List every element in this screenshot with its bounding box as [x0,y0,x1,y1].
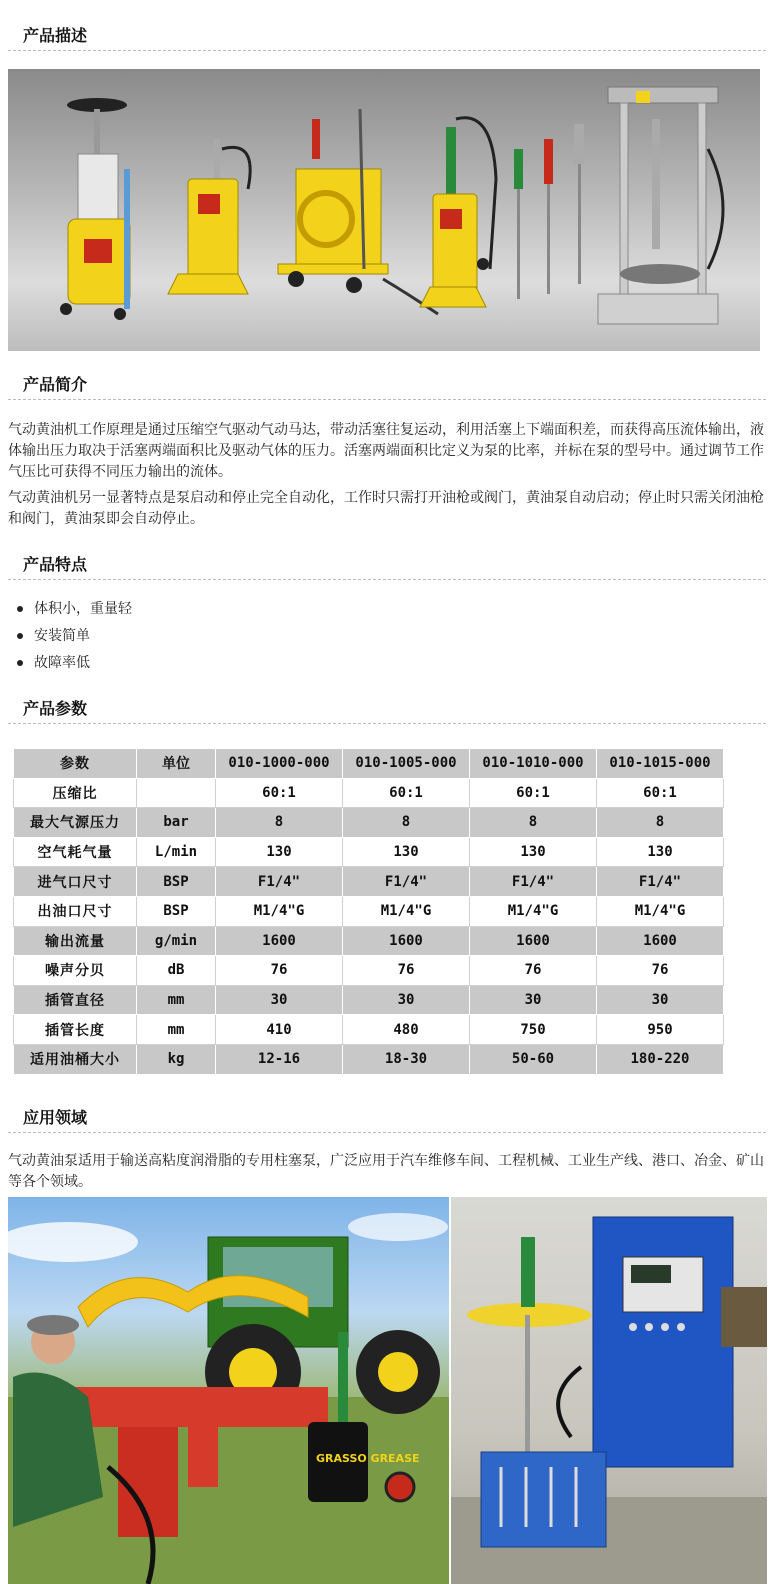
table-cell: BSP [137,896,216,926]
table-cell: 8 [597,808,724,838]
section-header-features [8,552,766,580]
table-header-cell: 单位 [137,749,216,779]
intro-paragraph-1: 气动黄油机工作原理是通过压缩空气驱动气动马达，带动活塞往复运动，利用活塞上下端面积差，而获得高压流体输出，液体输出压力取决于活塞两端面积比及驱动气体的压力。活塞两端面积比定义为泵的比率，并标在泵的型号中。通过调节工作气压比可获得不同压力输出的流体。 [8,422,764,480]
table-cell: 130 [343,837,470,867]
table-header-cell: 010-1005-000 [343,749,470,779]
drum-press-frame-product [598,87,723,324]
section-title: 产品参数 [23,699,88,718]
table-cell: 76 [597,956,724,986]
table-cell: L/min [137,837,216,867]
table-cell: 压缩比 [14,778,137,808]
portable-grease-pump-product [168,139,250,294]
table-header-cell: 010-1010-000 [470,749,597,779]
intro-paragraph-2: 气动黄油机另一显著特点是泵启动和停止完全自动化，工作时只需打开油枪或阀门，黄油泵自动启动；停止时只需关闭油枪和阀门，黄油泵即会自动停止。 [8,490,764,527]
section-title: 产品特点 [23,555,88,574]
table-cell: 1600 [597,926,724,956]
table-cell: 130 [470,837,597,867]
bucket-grease-pump-product [420,118,496,307]
table-cell: M1/4"G [343,896,470,926]
table-row [14,837,724,867]
table-cell: g/min [137,926,216,956]
table-header-cell: 010-1000-000 [216,749,343,779]
table-cell: F1/4" [597,867,724,897]
table-cell: 最大气源压力 [14,808,137,838]
table-row [14,1015,724,1045]
section-header-applications [8,1105,766,1133]
section-title: 产品简介 [23,375,88,394]
table-cell: 76 [470,956,597,986]
table-cell: 60:1 [597,778,724,808]
section-header-intro [8,372,766,400]
table-cell: 进气口尺寸 [14,867,137,897]
table-cell: F1/4" [343,867,470,897]
table-cell: 50-60 [470,1044,597,1074]
field-application-photo [8,1197,449,1584]
table-cell: 950 [597,1015,724,1045]
table-cell: 8 [216,808,343,838]
standalone-pumps-product [514,124,584,299]
table-cell: 60:1 [216,778,343,808]
table-row [14,956,724,986]
applications-paragraph: 气动黄油泵适用于输送高粘度润滑脂的专用柱塞泵，广泛应用于汽车维修车间、工程机械、工业生产线、港口、冶金、矿山等各个领域。 [8,1153,764,1190]
feature-item: 体积小，重量轻 [16,598,132,625]
table-cell: 480 [343,1015,470,1045]
table-cell: 1600 [470,926,597,956]
table-cell: 30 [343,985,470,1015]
table-cell: M1/4"G [597,896,724,926]
table-cell: M1/4"G [470,896,597,926]
grease-trolley-product [278,109,438,314]
table-cell: 410 [216,1015,343,1045]
feature-item: 安装简单 [16,625,132,652]
grasso-grease-label: GRASSO GREASE [316,1452,420,1465]
table-header-cell: 010-1015-000 [597,749,724,779]
table-cell: 180-220 [597,1044,724,1074]
table-cell: 130 [216,837,343,867]
feature-item: 故障率低 [16,652,132,679]
table-cell: 30 [470,985,597,1015]
table-cell: 750 [470,1015,597,1045]
section-title: 应用领域 [23,1108,88,1127]
table-cell [137,778,216,808]
table-row [14,778,724,808]
table-row [14,985,724,1015]
table-cell: F1/4" [470,867,597,897]
table-cell: 18-30 [343,1044,470,1074]
table-cell: 130 [597,837,724,867]
table-row [14,926,724,956]
table-header-row [14,749,724,779]
table-cell: kg [137,1044,216,1074]
section-header-description [8,23,766,51]
table-cell: bar [137,808,216,838]
section-title: 产品描述 [23,26,88,45]
industrial-installation-photo [451,1197,767,1584]
table-cell: 出油口尺寸 [14,896,137,926]
table-cell: 1600 [343,926,470,956]
table-cell: 30 [597,985,724,1015]
table-cell: 60:1 [470,778,597,808]
params-table [13,748,724,1075]
table-cell: 76 [216,956,343,986]
table-cell: 12-16 [216,1044,343,1074]
table-cell: 30 [216,985,343,1015]
table-header-cell: 参数 [14,749,137,779]
table-cell: 1600 [216,926,343,956]
table-cell: 76 [343,956,470,986]
table-row [14,808,724,838]
table-cell: 8 [470,808,597,838]
table-cell: 空气耗气量 [14,837,137,867]
product-lineup-image [8,69,760,351]
table-row [14,1044,724,1074]
table-cell: 60:1 [343,778,470,808]
section-header-params [8,696,766,724]
table-cell: BSP [137,867,216,897]
oil-drainer-product [60,98,130,320]
table-cell: mm [137,985,216,1015]
table-row [14,867,724,897]
table-cell: 8 [343,808,470,838]
table-cell: 噪声分贝 [14,956,137,986]
table-cell: dB [137,956,216,986]
table-cell: 插管直径 [14,985,137,1015]
table-cell: F1/4" [216,867,343,897]
table-cell: 输出流量 [14,926,137,956]
table-cell: M1/4"G [216,896,343,926]
table-cell: 插管长度 [14,1015,137,1045]
feature-list [16,598,132,679]
table-cell: 适用油桶大小 [14,1044,137,1074]
table-cell: mm [137,1015,216,1045]
table-row [14,896,724,926]
